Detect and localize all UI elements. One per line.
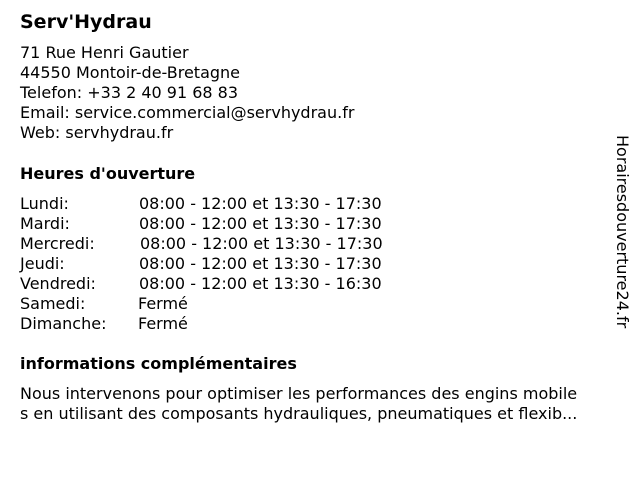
day-label: Mardi: bbox=[20, 214, 70, 233]
day-label: Jeudi: bbox=[20, 254, 65, 273]
day-label: Lundi: bbox=[20, 194, 69, 213]
time-value: 08:00 - 12:00 et 13:30 - 17:30 bbox=[140, 234, 383, 253]
time-value: Fermé bbox=[138, 314, 188, 333]
day-label: Dimanche: bbox=[20, 314, 107, 333]
time-value: 08:00 - 12:00 et 13:30 - 17:30 bbox=[139, 214, 382, 233]
time-value: 08:00 - 12:00 et 13:30 - 17:30 bbox=[139, 194, 382, 213]
website: Web: servhydrau.fr bbox=[20, 123, 174, 142]
day-label: Samedi: bbox=[20, 294, 86, 313]
info-line: Nous intervenons pour optimiser les performances des engins mobile bbox=[20, 384, 578, 403]
phone-number: Telefon: +33 2 40 91 68 83 bbox=[20, 83, 239, 102]
day-label: Mercredi: bbox=[20, 234, 95, 253]
watermark-text: Horairesdouverture24.fr bbox=[613, 135, 632, 329]
business-name: Serv'Hydrau bbox=[20, 11, 152, 33]
info-heading: informations complémentaires bbox=[20, 354, 297, 373]
hours-heading: Heures d'ouverture bbox=[20, 164, 196, 183]
time-value: Fermé bbox=[138, 294, 188, 313]
time-value: 08:00 - 12:00 et 13:30 - 16:30 bbox=[139, 274, 382, 293]
email-address: Email: service.commercial@servhydrau.fr bbox=[20, 103, 355, 122]
address-block bbox=[20, 43, 354, 143]
info-description bbox=[20, 384, 620, 424]
city-address: 44550 Montoir-de-Bretagne bbox=[20, 63, 241, 82]
day-label: Vendredi: bbox=[20, 274, 96, 293]
street-address: 71 Rue Henri Gautier bbox=[20, 43, 189, 62]
info-line: s en utilisant des composants hydrauliques, pneumatiques et flexib... bbox=[20, 404, 578, 423]
time-value: 08:00 - 12:00 et 13:30 - 17:30 bbox=[139, 254, 382, 273]
